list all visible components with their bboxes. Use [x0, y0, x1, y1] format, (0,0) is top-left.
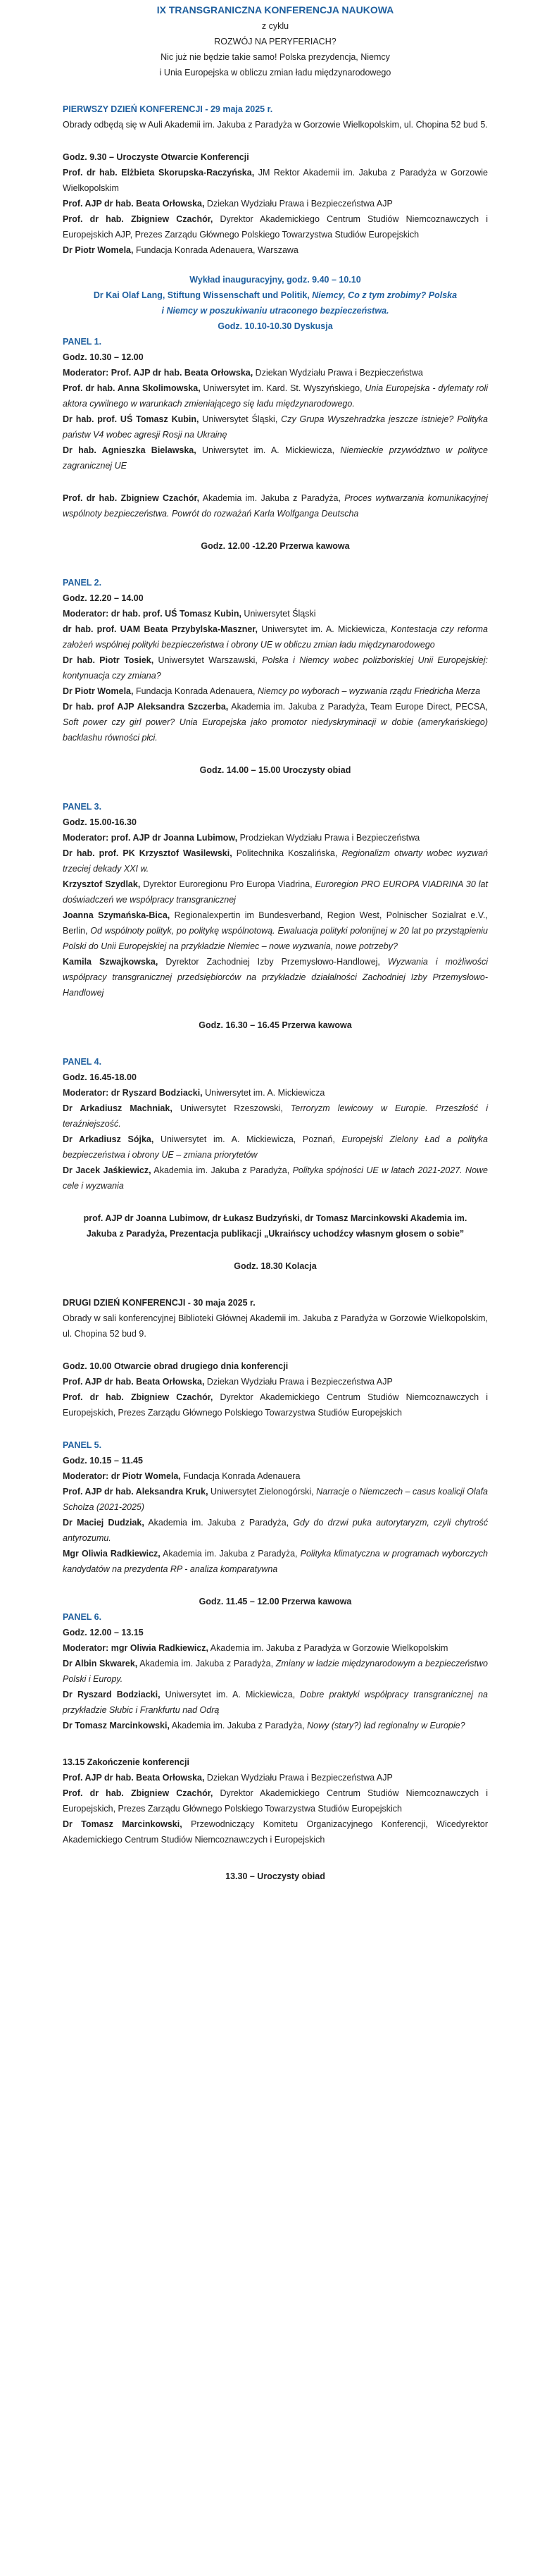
panel2-time: Godz. 12.20 – 14.00	[63, 593, 144, 603]
panel5-time: Godz. 10.15 – 11.45	[63, 1456, 143, 1466]
inaugural-speaker: Dr Kai Olaf Lang, Stiftung Wissenschaft und Politik,	[93, 290, 313, 300]
day2-title: DRUGI DZIEŃ KONFERENCJI - 30 maja 2025 r.	[63, 1298, 256, 1308]
list-item	[63, 683, 488, 699]
person-name: Moderator: Prof. AJP dr hab. Beata Orłowska,	[63, 368, 253, 378]
person-name: Prof. dr hab. Elżbieta Skorupska-Raczyńska,	[63, 168, 255, 178]
person-affiliation: Dyrektor Akademickiego Centrum Studiów Niemcoznawczych i Europejskich, Prezes Zarządu Głównego Polskiego Towarzystwa Studiów Europejskich	[63, 1788, 489, 1814]
person-affiliation: Dyrektor Zachodniej Izby Przemysłowo-Handlowej,	[158, 957, 388, 967]
presentation-line-1: prof. AJP dr Joanna Lubimow, dr Łukasz Budzyński, dr Tomasz Marcinkowski Akademia im.	[83, 1213, 467, 1223]
person-name: Dr Albin Skwarek,	[63, 1659, 138, 1668]
day1-opening-list	[63, 165, 488, 258]
person-affiliation: Akademia im. Jakuba z Paradyża,	[169, 1721, 308, 1730]
person-name: Joanna Szymańska-Bica,	[63, 910, 170, 920]
talk-title: Proces wytwarzania komunikacyjnej wspólnoty bezpieczeństwa. Powrót do rozważań Karla Wolfganga Deutscha	[63, 493, 488, 519]
person-affiliation: Uniwersytet Rzeszowski,	[172, 1103, 291, 1113]
person-name: Dr Arkadiusz Machniak,	[63, 1103, 172, 1113]
person-name: Kamila Szwajkowska,	[63, 957, 158, 967]
cycle-name: ROZWÓJ NA PERYFERIACH?	[214, 37, 337, 47]
person-affiliation: Prodziekan Wydziału Prawa i Bezpieczeństwa	[237, 833, 420, 843]
day2-venue: Obrady w sali konferencyjnej Biblioteki Głównej Akademii im. Jakuba z Paradyża w Gorzowie Wielkopolskim, ul. Chopina 52 bud 9.	[63, 1313, 488, 1339]
panel4-name: PANEL 4.	[63, 1057, 102, 1067]
person-name: Prof. AJP dr hab. Beata Orłowska,	[63, 1377, 205, 1387]
talk-title: Dobre praktyki współpracy transgranicznej na przykładzie Słubic i Frankfurtu nad Odrą	[63, 1690, 489, 1715]
talk-title: Polityka klimatyczna w programach wyborczych kandydatów na prezydenta RP - analiza komparatywna	[63, 1549, 488, 1574]
person-name: Prof. dr hab. Zbigniew Czachór,	[63, 493, 200, 503]
panel4-time: Godz. 16.45-18.00	[63, 1072, 137, 1082]
talk-title: Nowy (stary?) ład regionalny w Europie?	[307, 1721, 465, 1730]
supper: Godz. 18.30 Kolacja	[234, 1261, 317, 1271]
person-affiliation: Dyrektor Euroregionu Pro Europa Viadrina,	[140, 879, 315, 889]
list-item	[63, 830, 488, 846]
subtitle-line-1: Nic już nie będzie takie samo! Polska prezydencja, Niemcy	[161, 52, 390, 62]
closing-dinner: 13.30 – Uroczysty obiad	[225, 1871, 325, 1881]
presentation-line-2: Jakuba z Paradyża, Prezentacja publikacji „Ukraińscy uchodźcy własnym głosem o sobie”	[86, 1229, 465, 1239]
talk-title: Czy Grupa Wyszehradzka jeszcze istnieje? Polityka państw V4 wobec agresji Rosji na Ukrainę	[63, 414, 488, 440]
day1-title: PIERWSZY DZIEŃ KONFERENCJI - 29 maja 2025 r.	[63, 104, 273, 114]
list-item	[63, 1816, 488, 1847]
panel3-list	[63, 830, 488, 1001]
person-affiliation: Akademia im. Jakuba z Paradyża, Team Europe Direct, PECSA,	[228, 702, 488, 712]
person-affiliation: Dziekan Wydziału Prawa i Bezpieczeństwa	[253, 368, 423, 378]
conference-title: IX TRANSGRANICZNA KONFERENCJA NAUKOWA	[156, 4, 394, 16]
person-name: Dr Piotr Womela,	[63, 686, 134, 696]
person-name: Krzysztof Szydlak,	[63, 879, 141, 889]
panel2-list	[63, 606, 488, 745]
person-affiliation: Regionalexpertin im Bundesverband, Region West, Polnischer Sozialrat e.V., Berlin,	[63, 910, 488, 936]
person-name: Prof. dr hab. Zbigniew Czachór,	[63, 1788, 213, 1798]
list-item	[63, 908, 488, 954]
list-item	[63, 442, 488, 473]
talk-title: Narracje o Niemczech – casus koalicji Olafa Scholza (2021-2025)	[63, 1487, 489, 1512]
panel2-name: PANEL 2.	[63, 578, 102, 588]
list-item	[63, 1770, 488, 1785]
person-affiliation: Uniwersytet im. A. Mickiewicza	[202, 1088, 325, 1098]
person-affiliation: Przewodniczący Komitetu Organizacyjnego Konferencji, Wicedyrektor Akademickiego Centrum Studiów Niemcoznawczych i Europejskich	[63, 1819, 488, 1845]
person-name: Mgr Oliwia Radkiewicz,	[63, 1549, 161, 1559]
person-name: Dr Piotr Womela,	[63, 245, 134, 255]
inaugural-line-1: Wykład inauguracyjny, godz. 9.40 – 10.10	[189, 275, 361, 285]
person-name: Moderator: mgr Oliwia Radkiewicz,	[63, 1643, 208, 1653]
person-name: dr hab. prof. UAM Beata Przybylska-Maszner,	[63, 624, 258, 634]
talk-title: Kontestacja czy reforma założeń wspólnej polityki bezpieczeństwa i obrony UE w obliczu zmian ładu międzynarodowego	[63, 624, 488, 650]
person-affiliation: Akademia im. Jakuba z Paradyża,	[137, 1659, 276, 1668]
inaugural-discussion: Godz. 10.10-10.30 Dyskusja	[218, 321, 333, 331]
list-item	[63, 380, 488, 411]
talk-title: Polska i Niemcy wobec polizboriskiej Unii Europejskiej: kontynuacja czy zmiana?	[63, 655, 488, 681]
panel3-time: Godz. 15.00-16.30	[63, 817, 137, 827]
list-item	[63, 699, 488, 745]
list-item	[63, 165, 488, 196]
person-affiliation: Uniwersytet im. A. Mickiewicza, Poznań,	[153, 1134, 342, 1144]
closing-list	[63, 1770, 488, 1847]
person-affiliation: Dziekan Wydziału Prawa i Bezpieczeństwa AJP	[204, 1377, 393, 1387]
person-name: Prof. AJP dr hab. Aleksandra Kruk,	[63, 1487, 208, 1497]
panel5-name: PANEL 5.	[63, 1440, 102, 1450]
inaugural-title-1: Niemcy, Co z tym zrobimy? Polska	[312, 290, 458, 300]
person-affiliation: Akademia im. Jakuba z Paradyża,	[160, 1549, 301, 1559]
person-name: Moderator: dr hab. prof. UŚ Tomasz Kubin,	[63, 609, 241, 619]
talk-title: Polityka spójności UE w latach 2021-2027. Nowe cele i wyzwania	[63, 1165, 488, 1191]
list-item	[63, 196, 488, 211]
person-name: Dr hab. Piotr Tosiek,	[63, 655, 154, 665]
list-item	[63, 1718, 488, 1733]
person-name: Prof. dr hab. Zbigniew Czachór,	[63, 214, 213, 224]
list-item	[63, 1687, 488, 1718]
list-item	[63, 1515, 488, 1546]
person-affiliation: Uniwersytet im. A. Mickiewicza,	[257, 624, 391, 634]
person-name: Prof. AJP dr hab. Beata Orłowska,	[63, 199, 205, 209]
person-name: Moderator: prof. AJP dr Joanna Lubimow,	[63, 833, 238, 843]
panel1-name: PANEL 1.	[63, 337, 102, 347]
panel5-list	[63, 1468, 488, 1577]
list-item	[63, 1656, 488, 1687]
list-item	[63, 652, 488, 683]
person-name: Dr Tomasz Marcinkowski,	[63, 1819, 182, 1829]
person-affiliation: Uniwersytet im. A. Mickiewicza,	[196, 445, 341, 455]
talk-title: Terroryzm lewicowy w Europie. Przeszłość i teraźniejszość.	[63, 1103, 488, 1129]
person-affiliation: Dyrektor Akademickiego Centrum Studiów Niemcoznawczych i Europejskich, Prezes Zarządu Głównego Polskiego Towarzystwa Studiów Europejskich	[63, 1392, 489, 1418]
person-affiliation: Fundacja Konrada Adenauera,	[133, 686, 258, 696]
person-name: Prof. dr hab. Zbigniew Czachór,	[63, 1392, 213, 1402]
day2-opening-time: Godz. 10.00 Otwarcie obrad drugiego dnia konferencji	[63, 1361, 289, 1371]
person-name: Dr Arkadiusz Sójka,	[63, 1134, 154, 1144]
panel4-list	[63, 1085, 488, 1194]
list-item	[63, 490, 488, 521]
talk-title: Unia Europejska - dylematy roli aktora cywilnego w warunkach zmieniającego się ładu międzynarodowego.	[63, 383, 488, 409]
person-name: Dr Jacek Jaśkiewicz,	[63, 1165, 151, 1175]
list-item	[63, 1640, 488, 1656]
list-item	[63, 365, 488, 380]
person-affiliation: Dziekan Wydziału Prawa i Bezpieczeństwa AJP	[204, 199, 393, 209]
person-name: Moderator: dr Ryszard Bodziacki,	[63, 1088, 203, 1098]
person-name: Dr Ryszard Bodziacki,	[63, 1690, 161, 1699]
talk-title: Niemcy po wyborach – wyzwania rządu Friedricha Merza	[258, 686, 481, 696]
person-affiliation: Fundacja Konrada Adenauera, Warszawa	[133, 245, 298, 255]
panel6-list	[63, 1640, 488, 1733]
person-affiliation: Dyrektor Akademickiego Centrum Studiów Niemcoznawczych i Europejskich AJP, Prezes Zarządu Głównego Polskiego Towarzystwa Studiów Europejskich	[63, 214, 489, 240]
panel1-break: Godz. 12.00 -12.20 Przerwa kawowa	[201, 541, 350, 551]
panel1-time: Godz. 10.30 – 12.00	[63, 352, 144, 362]
talk-title: Soft power czy girl power? Unia Europejska jako promotor niedyskryminacji w dobie (amerykańskiego) backlashu równości płci.	[63, 717, 488, 743]
person-affiliation: Politechnika Koszalińska,	[232, 848, 342, 858]
person-affiliation: Akademia im. Jakuba z Paradyża,	[199, 493, 345, 503]
inaugural-title-2: i Niemcy w poszukiwaniu utraconego bezpieczeństwa.	[161, 306, 389, 316]
person-name: Prof. dr hab. Anna Skolimowska,	[63, 383, 201, 393]
list-item	[63, 1546, 488, 1577]
talk-title: Regionalizm otwarty wobec wyzwań trzeciej dekady XXI w.	[63, 848, 488, 874]
person-affiliation: Uniwersytet Śląski,	[199, 414, 282, 424]
list-item	[63, 1468, 488, 1484]
list-item	[63, 1163, 488, 1194]
person-affiliation: Uniwersytet Śląski	[241, 609, 316, 619]
person-name: Dr hab. Agnieszka Bielawska,	[63, 445, 196, 455]
person-affiliation: Akademia im. Jakuba z Paradyża w Gorzowie Wielkopolskim	[208, 1643, 448, 1653]
talk-title: Europejski Zielony Ład a polityka bezpieczeństwa i obrony UE – zmiana priorytetów	[63, 1134, 488, 1160]
panel2-break: Godz. 14.00 – 15.00 Uroczysty obiad	[199, 765, 351, 775]
list-item	[63, 1085, 488, 1101]
day1-opening-time: Godz. 9.30 – Uroczyste Otwarcie Konferencji	[63, 152, 249, 162]
person-affiliation: Akademia im. Jakuba z Paradyża,	[151, 1165, 293, 1175]
talk-title: Niemieckie przywództwo w polityce zagranicznej UE	[63, 445, 489, 471]
list-item	[63, 411, 488, 442]
list-item	[63, 242, 488, 258]
list-item	[63, 621, 488, 652]
list-item	[63, 1389, 488, 1420]
list-item	[63, 1101, 488, 1132]
list-item	[63, 606, 488, 621]
inaugural-line-3	[63, 303, 488, 318]
panel3-break: Godz. 16.30 – 16.45 Przerwa kawowa	[199, 1020, 352, 1030]
panel6-name: PANEL 6.	[63, 1612, 102, 1622]
cycle-label: z cyklu	[261, 21, 289, 31]
panel6-time: Godz. 12.00 – 13.15	[63, 1628, 144, 1637]
person-affiliation: Akademia im. Jakuba z Paradyża,	[144, 1518, 294, 1528]
person-name: Dr Tomasz Marcinkowski,	[63, 1721, 170, 1730]
list-item	[63, 1132, 488, 1163]
person-affiliation: Uniwersytet im. Kard. St. Wyszyńskiego,	[200, 383, 365, 393]
person-affiliation: Uniwersytet Zielonogórski,	[208, 1487, 317, 1497]
person-affiliation: Dziekan Wydziału Prawa i Bezpieczeństwa AJP	[204, 1773, 393, 1783]
list-item	[63, 211, 488, 242]
person-name: Dr hab. prof. UŚ Tomasz Kubin,	[63, 414, 199, 424]
person-name: Dr hab. prof AJP Aleksandra Szczerba,	[63, 702, 229, 712]
panel5-break: Godz. 11.45 – 12.00 Przerwa kawowa	[199, 1597, 352, 1606]
day2-opening-list	[63, 1374, 488, 1420]
talk-title: Gdy do drzwi puka autorytaryzm, czyli chytrość antyrozumu.	[63, 1518, 489, 1543]
inaugural-line-2	[63, 287, 488, 303]
talk-title: Od wspólnoty polityk, po politykę wspólnotową. Ewaluacja polityki polonijnej w 20 lat po przystąpieniu Polski do Unii Europejskiej na przykładzie Niemiec – nowe wyzwania, nowe potrzeby?	[63, 926, 488, 951]
list-item	[63, 1785, 488, 1816]
talk-title: Wyzwania i możliwości współpracy transgranicznej przedsiębiorców na przykładzie działalności Zachodniej Izby Przemysłowo-Handlowej	[63, 957, 489, 998]
person-name: Moderator: dr Piotr Womela,	[63, 1471, 181, 1481]
talk-title: Zmiany w ładzie międzynarodowym a bezpieczeństwo Polski i Europy.	[63, 1659, 489, 1684]
person-name: Dr hab. prof. PK Krzysztof Wasilewski,	[63, 848, 232, 858]
panel1-list	[63, 365, 488, 521]
list-item	[63, 846, 488, 877]
subtitle-line-2: i Unia Europejska w obliczu zmian ładu międzynarodowego	[159, 68, 391, 78]
person-affiliation: JM Rektor Akademii im. Jakuba z Paradyża w Gorzowie Wielkopolskim	[63, 168, 488, 193]
panel3-name: PANEL 3.	[63, 802, 102, 812]
person-name: Prof. AJP dr hab. Beata Orłowska,	[63, 1773, 205, 1783]
list-item	[63, 877, 488, 908]
day1-venue: Obrady odbędą się w Auli Akademii im. Jakuba z Paradyża w Gorzowie Wielkopolskim, ul. Chopina 52 bud 5.	[63, 120, 488, 130]
person-affiliation: Uniwersytet im. A. Mickiewicza,	[160, 1690, 301, 1699]
talk-title: Euroregion PRO EUROPA VIADRINA 30 lat doświadczeń we współpracy transgranicznej	[63, 879, 488, 905]
list-item	[63, 1484, 488, 1515]
list-item	[63, 1374, 488, 1389]
person-name: Dr Maciej Dudziak,	[63, 1518, 144, 1528]
list-item	[63, 954, 488, 1001]
person-affiliation: Uniwersytet Warszawski,	[153, 655, 263, 665]
closing-time: 13.15 Zakończenie konferencji	[63, 1757, 189, 1767]
person-affiliation: Fundacja Konrada Adenauera	[180, 1471, 301, 1481]
